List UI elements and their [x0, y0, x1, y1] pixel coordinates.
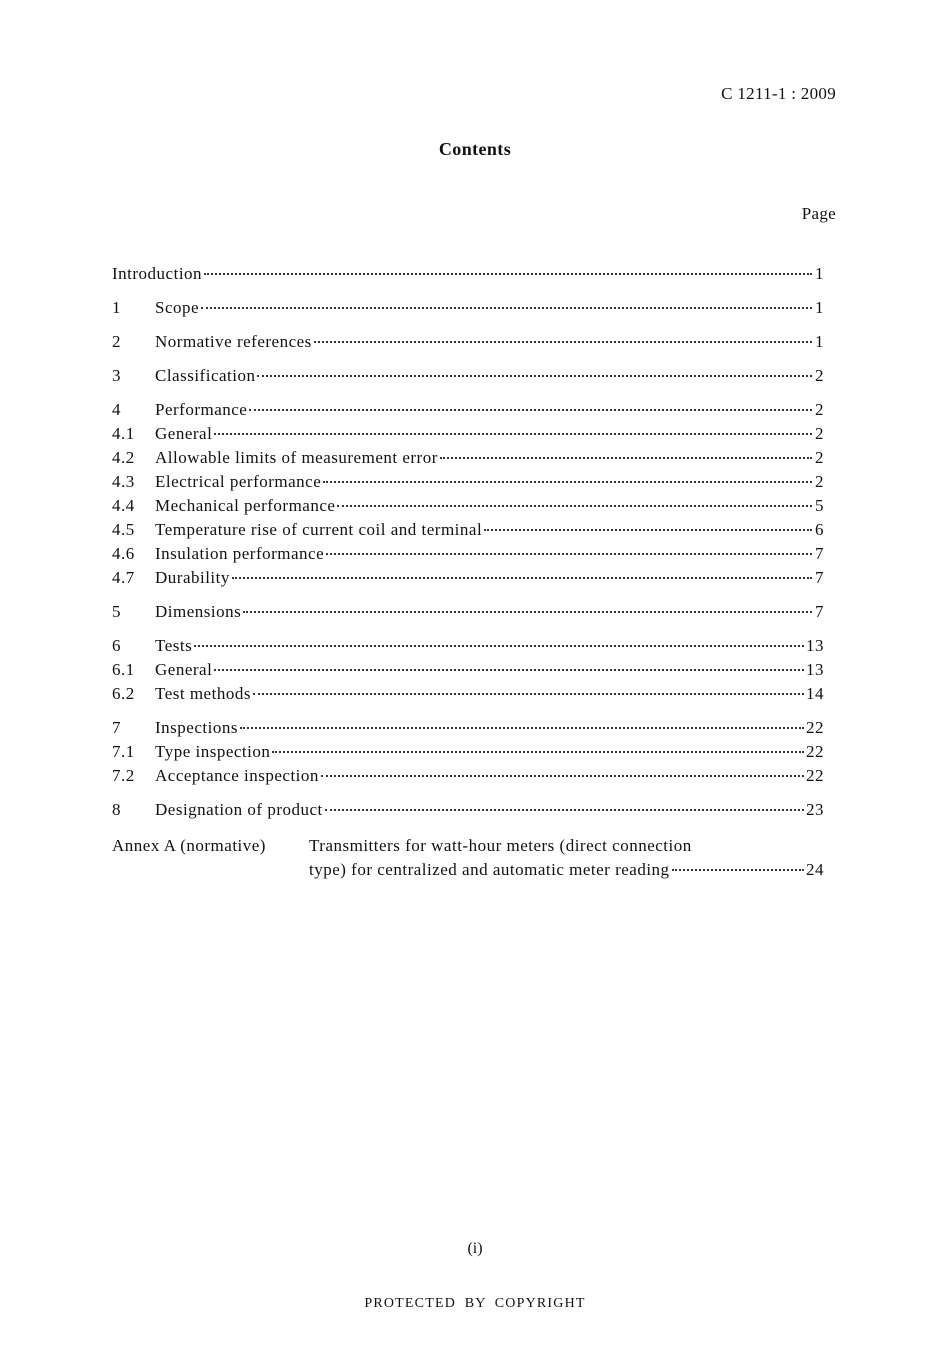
page-title: Contents: [438, 139, 512, 159]
toc-page-number: 22: [806, 766, 824, 785]
toc-section-number: 4.6: [112, 544, 135, 563]
toc-section-title: Inspections: [155, 718, 238, 737]
toc-section-number: 4.1: [112, 424, 135, 443]
annex-title-line-2: type) for centralized and automatic meter reading: [309, 860, 670, 879]
toc-section-title: Introduction: [112, 264, 203, 283]
dot-leader: [253, 692, 804, 695]
dot-leader: [249, 408, 812, 411]
toc-section-number: 1: [112, 298, 121, 317]
dot-leader: [214, 668, 804, 671]
dot-leader: [257, 374, 812, 377]
dot-leader: [240, 726, 804, 729]
toc-section-number: 6.2: [112, 684, 135, 703]
dot-leader: [326, 552, 812, 555]
toc-entry-annex-a[interactable]: [112, 834, 824, 882]
toc-section-title: Acceptance inspection: [155, 766, 319, 785]
table-of-contents: [112, 264, 824, 882]
toc-entry[interactable]: [112, 718, 824, 742]
copyright-notice: PROTECTED BY COPYRIGHT: [364, 1296, 586, 1311]
toc-page-number: 13: [806, 660, 824, 679]
dot-leader: [204, 272, 812, 275]
toc-section-title: Performance: [155, 400, 248, 419]
dot-leader: [272, 750, 804, 753]
annex-tag: Annex A (normative): [112, 836, 266, 855]
dot-leader: [232, 576, 812, 579]
dot-leader: [672, 868, 804, 871]
toc-page-number: 23: [806, 800, 824, 819]
toc-entry[interactable]: [112, 684, 824, 708]
dot-leader: [201, 306, 812, 309]
toc-section-title: Tests: [155, 636, 193, 655]
dot-leader: [323, 480, 812, 483]
toc-section-number: 3: [112, 366, 121, 385]
toc-section-title: Durability: [155, 568, 230, 587]
dot-leader: [194, 644, 804, 647]
toc-page-number: 2: [815, 400, 824, 419]
toc-entry[interactable]: [112, 332, 824, 356]
toc-section-title: Test methods: [155, 684, 251, 703]
toc-page-number: 1: [815, 264, 824, 283]
toc-section-number: 7.2: [112, 766, 135, 785]
toc-page-number: 22: [806, 742, 824, 761]
toc-section-title: General: [155, 424, 213, 443]
toc-entry[interactable]: [112, 568, 824, 592]
toc-page-number: 6: [815, 520, 824, 539]
toc-section-number: 4.5: [112, 520, 135, 539]
toc-section-title: Insulation performance: [155, 544, 325, 563]
toc-section-title: Mechanical performance: [155, 496, 336, 515]
toc-section-number: 4: [112, 400, 121, 419]
toc-section-number: 4.4: [112, 496, 135, 515]
toc-section-number: 2: [112, 332, 121, 351]
dot-leader: [321, 774, 804, 777]
toc-section-title: Temperature rise of current coil and terminal: [155, 520, 483, 539]
toc-section-title: Normative references: [155, 332, 312, 351]
toc-section-number: 7.1: [112, 742, 135, 761]
page-number: (i): [467, 1240, 483, 1257]
toc-section-title: Designation of product: [155, 800, 323, 819]
dot-leader: [440, 456, 812, 459]
dot-leader: [484, 528, 812, 531]
page-column-heading: Page: [801, 204, 836, 223]
toc-page-number: 22: [806, 718, 824, 737]
toc-section-number: 4.7: [112, 568, 135, 587]
toc-page-number: 7: [815, 568, 824, 587]
dot-leader: [337, 504, 812, 507]
toc-entry[interactable]: [112, 496, 824, 520]
toc-entry[interactable]: [112, 636, 824, 660]
toc-entry[interactable]: [112, 424, 824, 448]
toc-section-title: General: [155, 660, 213, 679]
toc-page-number: 5: [815, 496, 824, 515]
document-id: C 1211-1 : 2009: [721, 84, 836, 103]
toc-entry[interactable]: [112, 400, 824, 424]
toc-section-number: 4.3: [112, 472, 135, 491]
toc-page-number: 2: [815, 366, 824, 385]
dot-leader: [325, 808, 804, 811]
toc-section-number: 6.1: [112, 660, 135, 679]
dot-leader: [243, 610, 812, 613]
toc-section-number: 4.2: [112, 448, 135, 467]
toc-page-number: 7: [815, 544, 824, 563]
toc-section-number: 8: [112, 800, 121, 819]
annex-title-line-1: Transmitters for watt-hour meters (direct connection: [309, 836, 692, 855]
toc-page-number: 1: [815, 298, 824, 317]
toc-entry[interactable]: [112, 520, 824, 544]
toc-page-number: 2: [815, 448, 824, 467]
toc-section-title: Type inspection: [155, 742, 271, 761]
toc-page-number: 1: [815, 332, 824, 351]
toc-entry[interactable]: [112, 800, 824, 824]
toc-section-title: Classification: [155, 366, 256, 385]
toc-entry[interactable]: [112, 742, 824, 766]
toc-page-number: 2: [815, 472, 824, 491]
toc-section-number: 5: [112, 602, 121, 621]
toc-entry[interactable]: [112, 448, 824, 472]
toc-entry[interactable]: [112, 766, 824, 790]
toc-entry[interactable]: [112, 264, 824, 288]
toc-entry[interactable]: [112, 544, 824, 568]
toc-section-title: Scope: [155, 298, 200, 317]
toc-entry[interactable]: [112, 660, 824, 684]
toc-entry[interactable]: [112, 298, 824, 322]
toc-page-number: 14: [806, 684, 824, 703]
dot-leader: [314, 340, 812, 343]
toc-page-number: 13: [806, 636, 824, 655]
toc-section-number: 7: [112, 718, 121, 737]
toc-section-title: Dimensions: [155, 602, 242, 621]
toc-entry[interactable]: [112, 366, 824, 390]
toc-page-number: 7: [815, 602, 824, 621]
toc-entry[interactable]: [112, 602, 824, 626]
toc-entry[interactable]: [112, 472, 824, 496]
dot-leader: [214, 432, 812, 435]
toc-section-number: 6: [112, 636, 121, 655]
annex-page-number: 24: [806, 860, 824, 879]
toc-section-title: Allowable limits of measurement error: [155, 448, 438, 467]
toc-page-number: 2: [815, 424, 824, 443]
toc-section-title: Electrical performance: [155, 472, 322, 491]
